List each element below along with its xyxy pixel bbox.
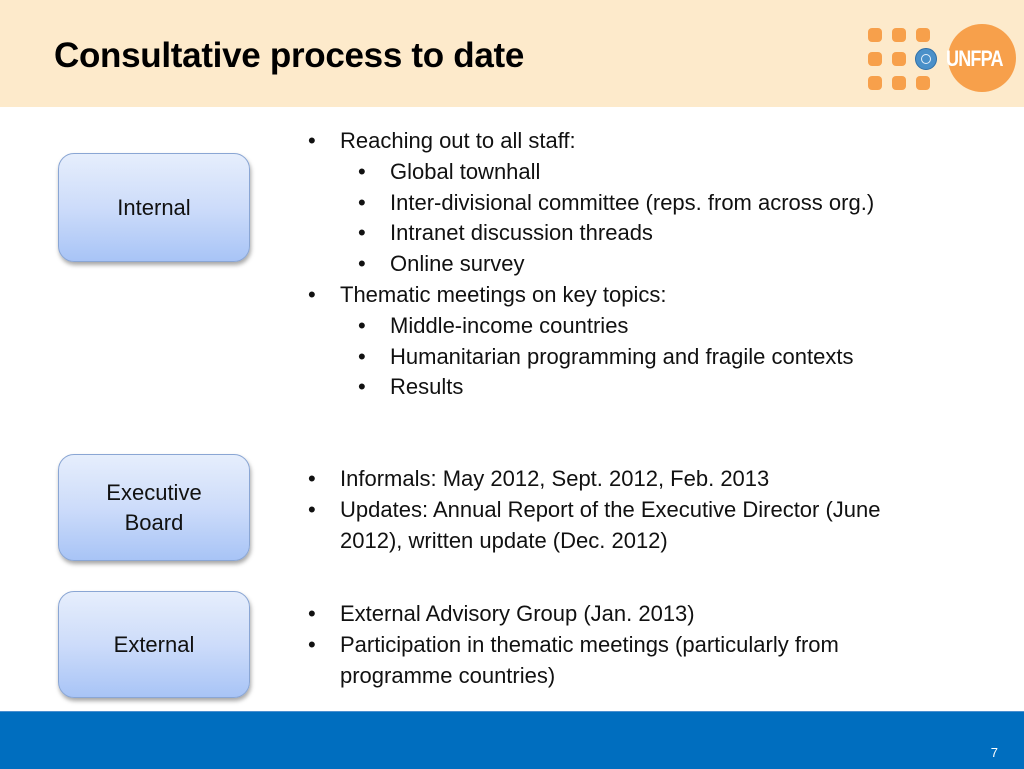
logo-dot-icon <box>868 76 882 90</box>
category-box-external <box>58 591 250 698</box>
sub-bullet-item: • Inter-divisional committee (reps. from across org.) <box>358 188 874 219</box>
sub-bullet-list <box>340 157 874 280</box>
sub-bullet-item: • Results <box>358 372 874 403</box>
sub-bullet-item: • Global townhall <box>358 157 874 188</box>
page-number: 7 <box>990 745 998 760</box>
logo-dot-icon <box>892 28 906 42</box>
category-label <box>106 478 201 538</box>
sub-bullet-item: • Intranet discussion threads <box>358 218 874 249</box>
logo-dot-icon <box>868 28 882 42</box>
bullet-text: Reaching out to all staff: <box>340 128 576 153</box>
logo-dot-icon <box>916 28 930 42</box>
bullet-item: • Informals: May 2012, Sept. 2012, Feb. 2013 <box>308 464 928 495</box>
bullet-item <box>308 126 874 280</box>
bullet-item <box>308 280 874 403</box>
slide-title: Consultative process to date <box>54 36 525 75</box>
executive-board-bullet-list <box>308 464 928 556</box>
logo-text: UNFPA <box>946 46 1003 71</box>
category-box-executive-board <box>58 454 250 561</box>
bullet-text: Thematic meetings on key topics: <box>340 281 667 307</box>
logo-dot-icon <box>916 76 930 90</box>
sub-bullet-item: • Middle-income countries <box>358 311 874 342</box>
sub-bullet-item: • Online survey <box>358 249 874 280</box>
bullet-item: • External Advisory Group (Jan. 2013) <box>308 599 948 630</box>
sub-bullet-list <box>340 311 874 403</box>
external-bullet-list <box>308 599 948 691</box>
category-label-line: Executive <box>106 479 202 505</box>
category-label: External <box>113 631 195 657</box>
sub-bullet-item: • Humanitarian programming and fragile contexts <box>358 342 874 373</box>
category-label-line: Board <box>124 509 184 535</box>
un-emblem-icon <box>915 48 937 70</box>
logo-dot-icon <box>868 52 882 66</box>
slide-footer <box>0 711 1024 769</box>
category-label: Internal <box>117 194 191 220</box>
logo-dot-icon <box>892 52 906 66</box>
category-box-internal <box>58 153 250 262</box>
bullet-item: • Participation in thematic meetings (particularly from programme countries) <box>308 630 948 692</box>
internal-bullet-list <box>308 126 874 403</box>
bullet-item: • Updates: Annual Report of the Executive Director (June 2012), written update (Dec. 2012) <box>308 495 928 557</box>
logo-dot-icon <box>892 76 906 90</box>
